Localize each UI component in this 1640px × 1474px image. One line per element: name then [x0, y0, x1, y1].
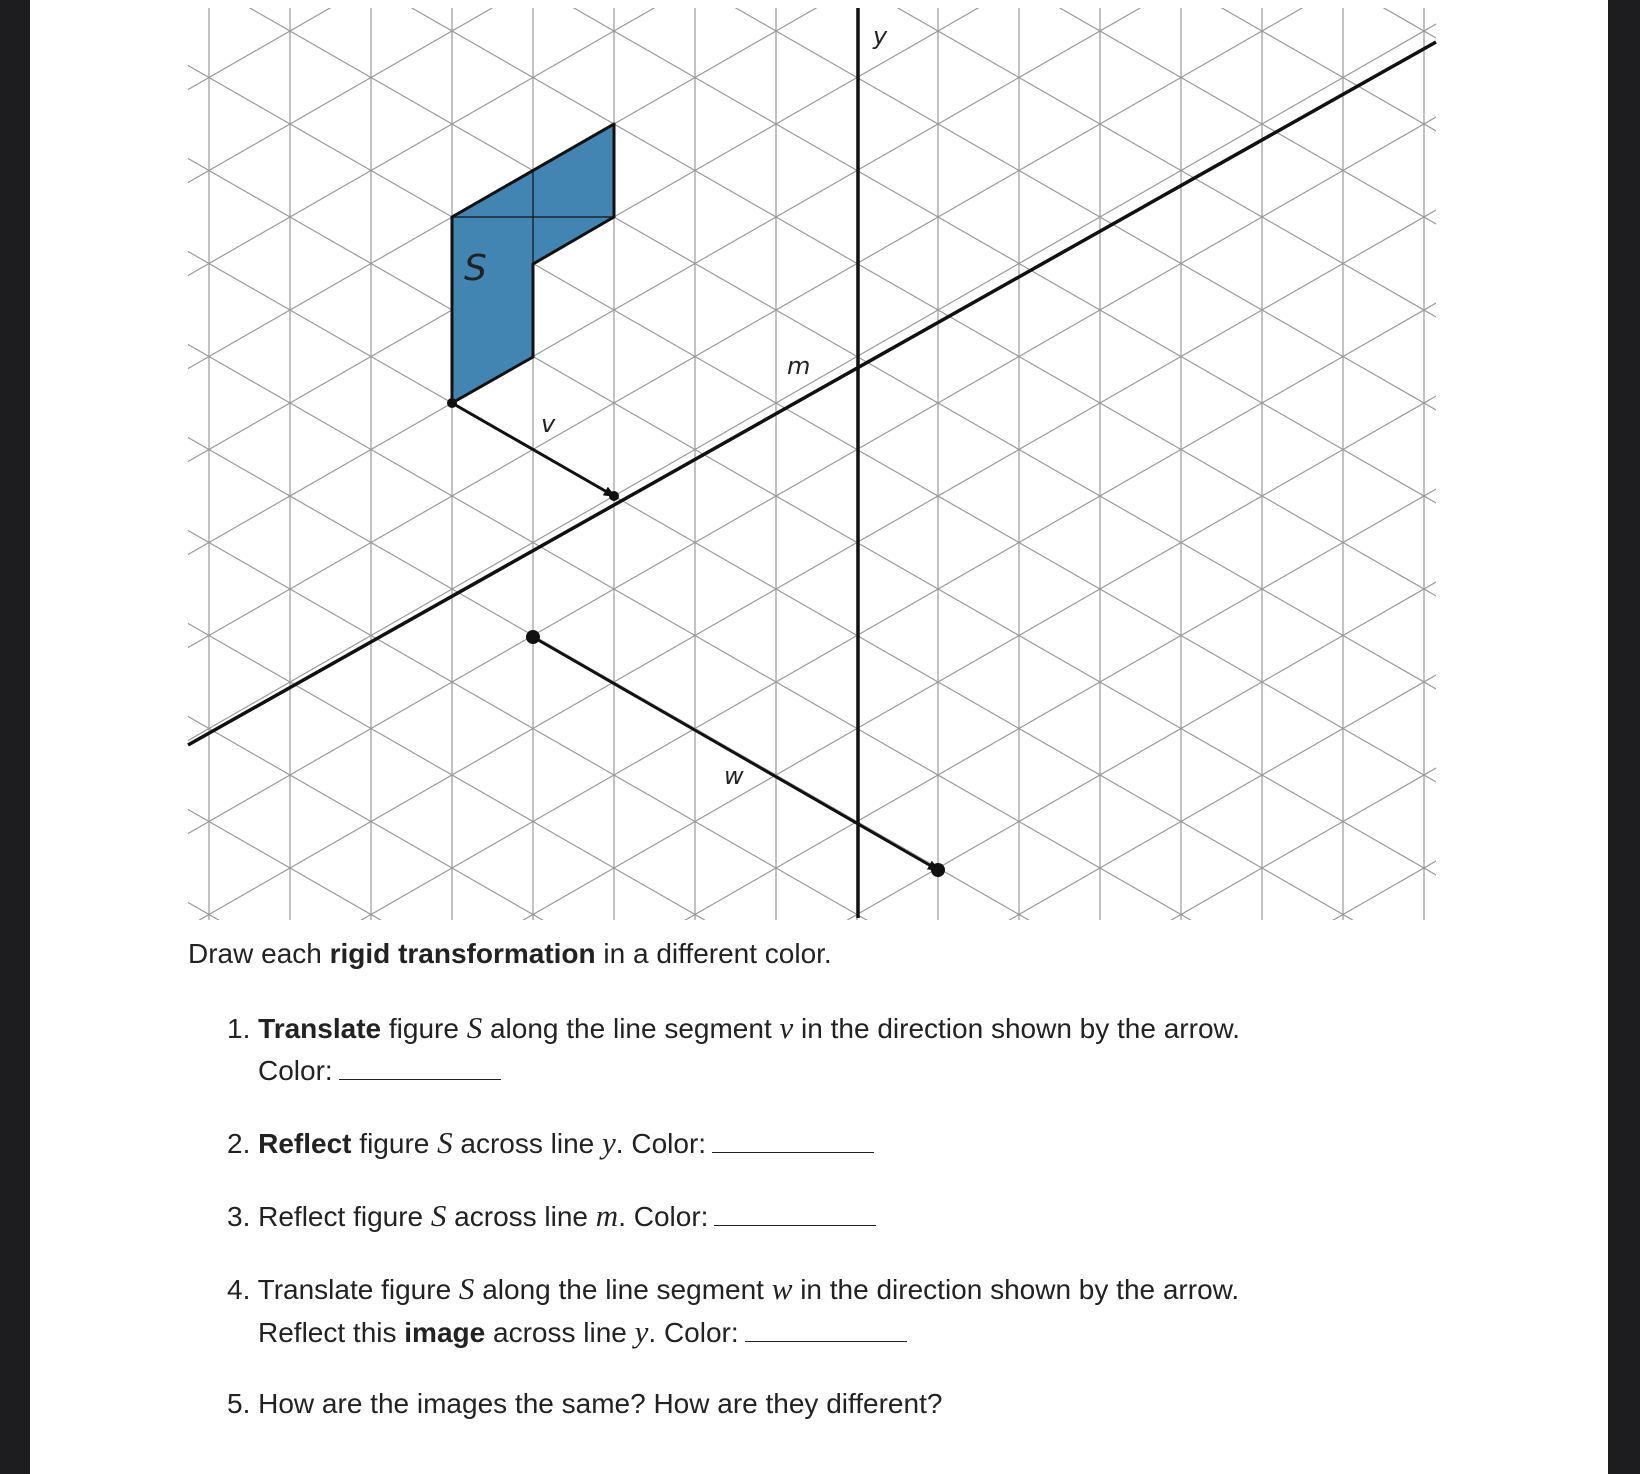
item-text: . Color:	[648, 1317, 739, 1348]
grid-line	[130, 218, 1530, 930]
segment-v-end-point	[609, 491, 619, 501]
item-number: 4.	[227, 1274, 251, 1305]
var-y: y	[602, 1125, 616, 1160]
grid-line	[130, 249, 1530, 930]
instructions-intro	[188, 938, 832, 970]
item-text: figure	[351, 1128, 438, 1159]
label-v: v	[541, 410, 556, 438]
item-keyword: Translate	[258, 1013, 382, 1044]
intro-bold: rigid transformation	[329, 938, 596, 969]
item-keyword: Reflect	[258, 1128, 352, 1159]
line-m	[188, 42, 1436, 745]
grid-line	[130, 0, 1530, 30]
segment-w	[533, 637, 938, 870]
color-blank[interactable]	[339, 1059, 501, 1080]
item-text: Translate figure	[257, 1274, 459, 1305]
grid-line	[130, 342, 1530, 930]
label-m: m	[787, 352, 811, 380]
grid-line	[130, 0, 1530, 588]
grid-line	[130, 0, 1530, 464]
var-s: S	[430, 1198, 447, 1233]
grid-line	[130, 0, 1530, 650]
segment-w-start-point	[526, 630, 540, 644]
isometric-grid-diagram	[30, 0, 1608, 930]
intro-prefix: Draw each	[188, 938, 330, 969]
task-item-4	[227, 1268, 1239, 1354]
item-text: in the direction shown by the arrow.	[792, 1274, 1240, 1305]
item-text: along the line segment	[474, 1274, 772, 1305]
label-w: w	[724, 762, 744, 790]
grid-line	[130, 63, 1530, 867]
item-text: Reflect this	[258, 1317, 405, 1348]
grid-line	[130, 776, 1530, 930]
var-y: y	[634, 1314, 649, 1349]
grid-line	[130, 528, 1530, 930]
color-blank[interactable]	[745, 1321, 907, 1342]
item-text: in the direction shown by the arrow.	[793, 1013, 1240, 1044]
item-text: along the line segment	[482, 1013, 780, 1044]
intro-suffix: in a different color.	[595, 938, 832, 969]
grid-line	[130, 156, 1530, 930]
task-item-3	[227, 1195, 876, 1238]
color-blank[interactable]	[714, 1205, 876, 1226]
grid-line	[130, 435, 1530, 930]
var-w: w	[771, 1271, 793, 1306]
item-text: Reflect figure	[258, 1201, 431, 1232]
label-y: y	[873, 22, 888, 50]
item-text: across line	[485, 1317, 635, 1348]
grid-line	[130, 0, 1530, 278]
task-item-2	[227, 1122, 874, 1165]
task-item-1	[227, 1007, 1240, 1092]
item-number: 1.	[227, 1013, 251, 1044]
item-color-label: Color:	[258, 1055, 333, 1086]
item-text: across line	[446, 1201, 596, 1232]
color-blank[interactable]	[712, 1132, 874, 1153]
var-v: v	[779, 1010, 794, 1045]
item-number: 5.	[227, 1388, 251, 1419]
grid-line	[130, 404, 1530, 930]
worksheet-page	[30, 0, 1608, 1474]
grid-line	[130, 807, 1530, 930]
task-item-5	[227, 1383, 942, 1425]
item-text: . Color:	[618, 1201, 709, 1232]
item-text: . Color:	[615, 1128, 707, 1159]
label-s: S	[464, 248, 487, 289]
grid-line	[130, 32, 1530, 836]
var-s: S	[466, 1010, 483, 1045]
var-s: S	[458, 1271, 475, 1306]
var-s: S	[437, 1125, 453, 1160]
triangular-grid-lines	[47, 0, 1586, 930]
grid-line	[130, 0, 1530, 92]
grid-line	[130, 900, 1530, 930]
item-text: across line	[452, 1128, 603, 1159]
grid-line	[130, 590, 1530, 930]
item-text: How are the images the same? How are they different?	[258, 1388, 943, 1419]
item-keyword: image	[404, 1317, 486, 1348]
item-number: 2.	[227, 1128, 251, 1159]
item-number: 3.	[227, 1201, 251, 1232]
var-m: m	[595, 1198, 619, 1233]
item-text: figure	[381, 1013, 467, 1044]
grid-line	[130, 621, 1530, 930]
segment-w-end-point	[931, 863, 945, 877]
